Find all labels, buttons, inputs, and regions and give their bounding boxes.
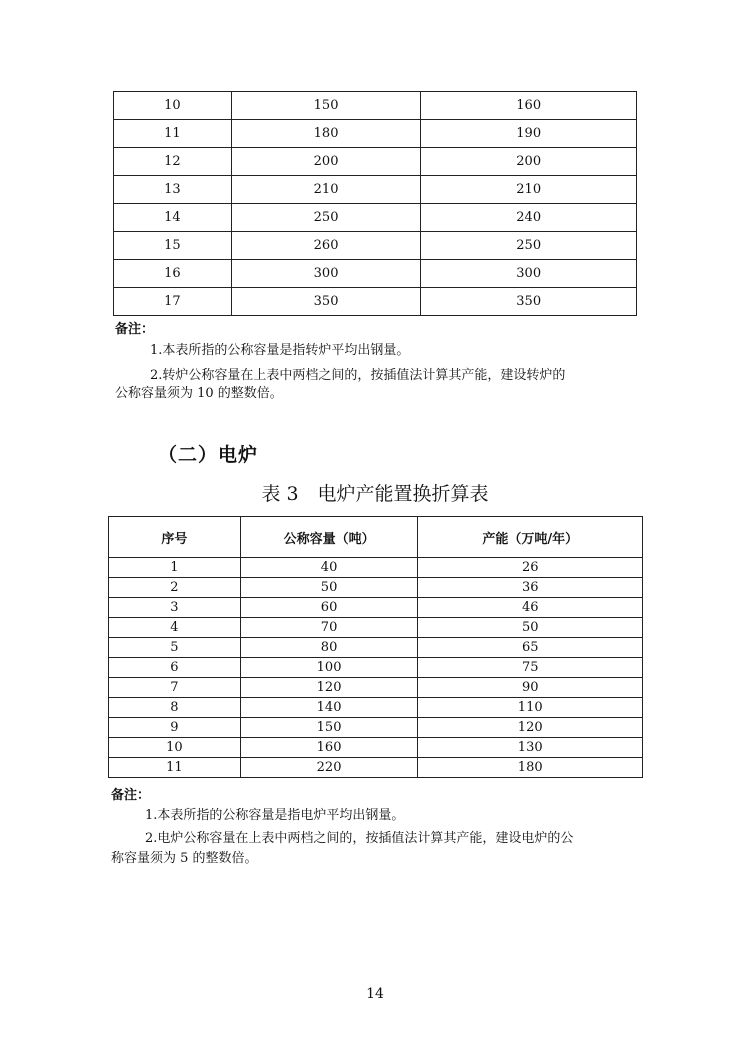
table-cell: 80 [240, 638, 418, 658]
page-number: 14 [366, 986, 384, 1002]
table-cell: 140 [240, 698, 418, 718]
table-cell: 40 [240, 558, 418, 578]
table-header-row [109, 517, 643, 558]
table-caption: 表 3 电炉产能置换折算表 [261, 483, 489, 505]
table-cell: 200 [231, 148, 421, 176]
table-row [109, 738, 643, 758]
table-cell: 160 [240, 738, 418, 758]
table-row [114, 260, 637, 288]
table-cell: 6 [109, 658, 241, 678]
table-row [109, 718, 643, 738]
table-cell: 200 [421, 148, 637, 176]
section-title: （二）电炉 [158, 444, 259, 466]
table-cell: 180 [231, 120, 421, 148]
table-cell: 13 [114, 176, 232, 204]
table-cell: 15 [114, 232, 232, 260]
table-cell: 8 [109, 698, 241, 718]
table-cell: 350 [231, 288, 421, 316]
table-cell: 70 [240, 618, 418, 638]
table-row [109, 698, 643, 718]
table-row [114, 176, 637, 204]
table-cell: 260 [231, 232, 421, 260]
table-cell: 11 [114, 120, 232, 148]
table-cell: 120 [240, 678, 418, 698]
table-row [109, 638, 643, 658]
table-cell: 1 [109, 558, 241, 578]
table-cell: 50 [418, 618, 643, 638]
table-cell: 250 [421, 232, 637, 260]
table-cell: 2 [109, 578, 241, 598]
note-line: 1.本表所指的公称容量是指转炉平均出钢量。 [150, 343, 410, 358]
table-row [109, 758, 643, 778]
table-cell: 110 [418, 698, 643, 718]
table-cell: 46 [418, 598, 643, 618]
table-row [109, 618, 643, 638]
note-line: 公称容量须为 10 的整数倍。 [115, 386, 283, 401]
table-cell: 12 [114, 148, 232, 176]
table-cell: 10 [114, 92, 232, 120]
table-row [114, 204, 637, 232]
table-row [114, 148, 637, 176]
table-cell: 350 [421, 288, 637, 316]
table-cell: 220 [240, 758, 418, 778]
table-row [109, 558, 643, 578]
column-header: 公称容量（吨） [240, 517, 418, 558]
table-cell: 120 [418, 718, 643, 738]
converter-capacity-table [113, 91, 637, 316]
column-header: 序号 [109, 517, 241, 558]
table-cell: 50 [240, 578, 418, 598]
table-row [109, 578, 643, 598]
table-cell: 11 [109, 758, 241, 778]
table-cell: 5 [109, 638, 241, 658]
table-cell: 240 [421, 204, 637, 232]
note-line: 称容量须为 5 的整数倍。 [111, 851, 258, 866]
table-cell: 190 [421, 120, 637, 148]
table-cell: 4 [109, 618, 241, 638]
note-line: 1.本表所指的公称容量是指电炉平均出钢量。 [145, 808, 405, 823]
table-cell: 9 [109, 718, 241, 738]
table-row [114, 120, 637, 148]
table-row [114, 92, 637, 120]
table-cell: 36 [418, 578, 643, 598]
table-cell: 300 [231, 260, 421, 288]
notes-heading: 备注： [111, 788, 151, 803]
table-row [109, 678, 643, 698]
table-cell: 14 [114, 204, 232, 232]
table-cell: 7 [109, 678, 241, 698]
table-cell: 60 [240, 598, 418, 618]
electric-furnace-capacity-table [108, 516, 643, 778]
table-row [109, 658, 643, 678]
table-cell: 16 [114, 260, 232, 288]
table-cell: 210 [231, 176, 421, 204]
table-cell: 150 [240, 718, 418, 738]
table-row [109, 598, 643, 618]
table-cell: 130 [418, 738, 643, 758]
table-cell: 17 [114, 288, 232, 316]
table-cell: 160 [421, 92, 637, 120]
note-line: 2.转炉公称容量在上表中两档之间的，按插值法计算其产能，建设转炉的 [150, 368, 566, 383]
table-cell: 180 [418, 758, 643, 778]
table-cell: 10 [109, 738, 241, 758]
table-cell: 250 [231, 204, 421, 232]
table-cell: 100 [240, 658, 418, 678]
table-cell: 90 [418, 678, 643, 698]
table-cell: 75 [418, 658, 643, 678]
table-cell: 150 [231, 92, 421, 120]
note-line: 2.电炉公称容量在上表中两档之间的，按插值法计算其产能，建设电炉的公 [145, 831, 574, 846]
table-cell: 3 [109, 598, 241, 618]
notes-heading: 备注： [115, 322, 155, 337]
table-cell: 26 [418, 558, 643, 578]
column-header: 产能（万吨/年） [418, 517, 643, 558]
table-cell: 210 [421, 176, 637, 204]
table-cell: 65 [418, 638, 643, 658]
table-row [114, 288, 637, 316]
table-cell: 300 [421, 260, 637, 288]
table-row [114, 232, 637, 260]
